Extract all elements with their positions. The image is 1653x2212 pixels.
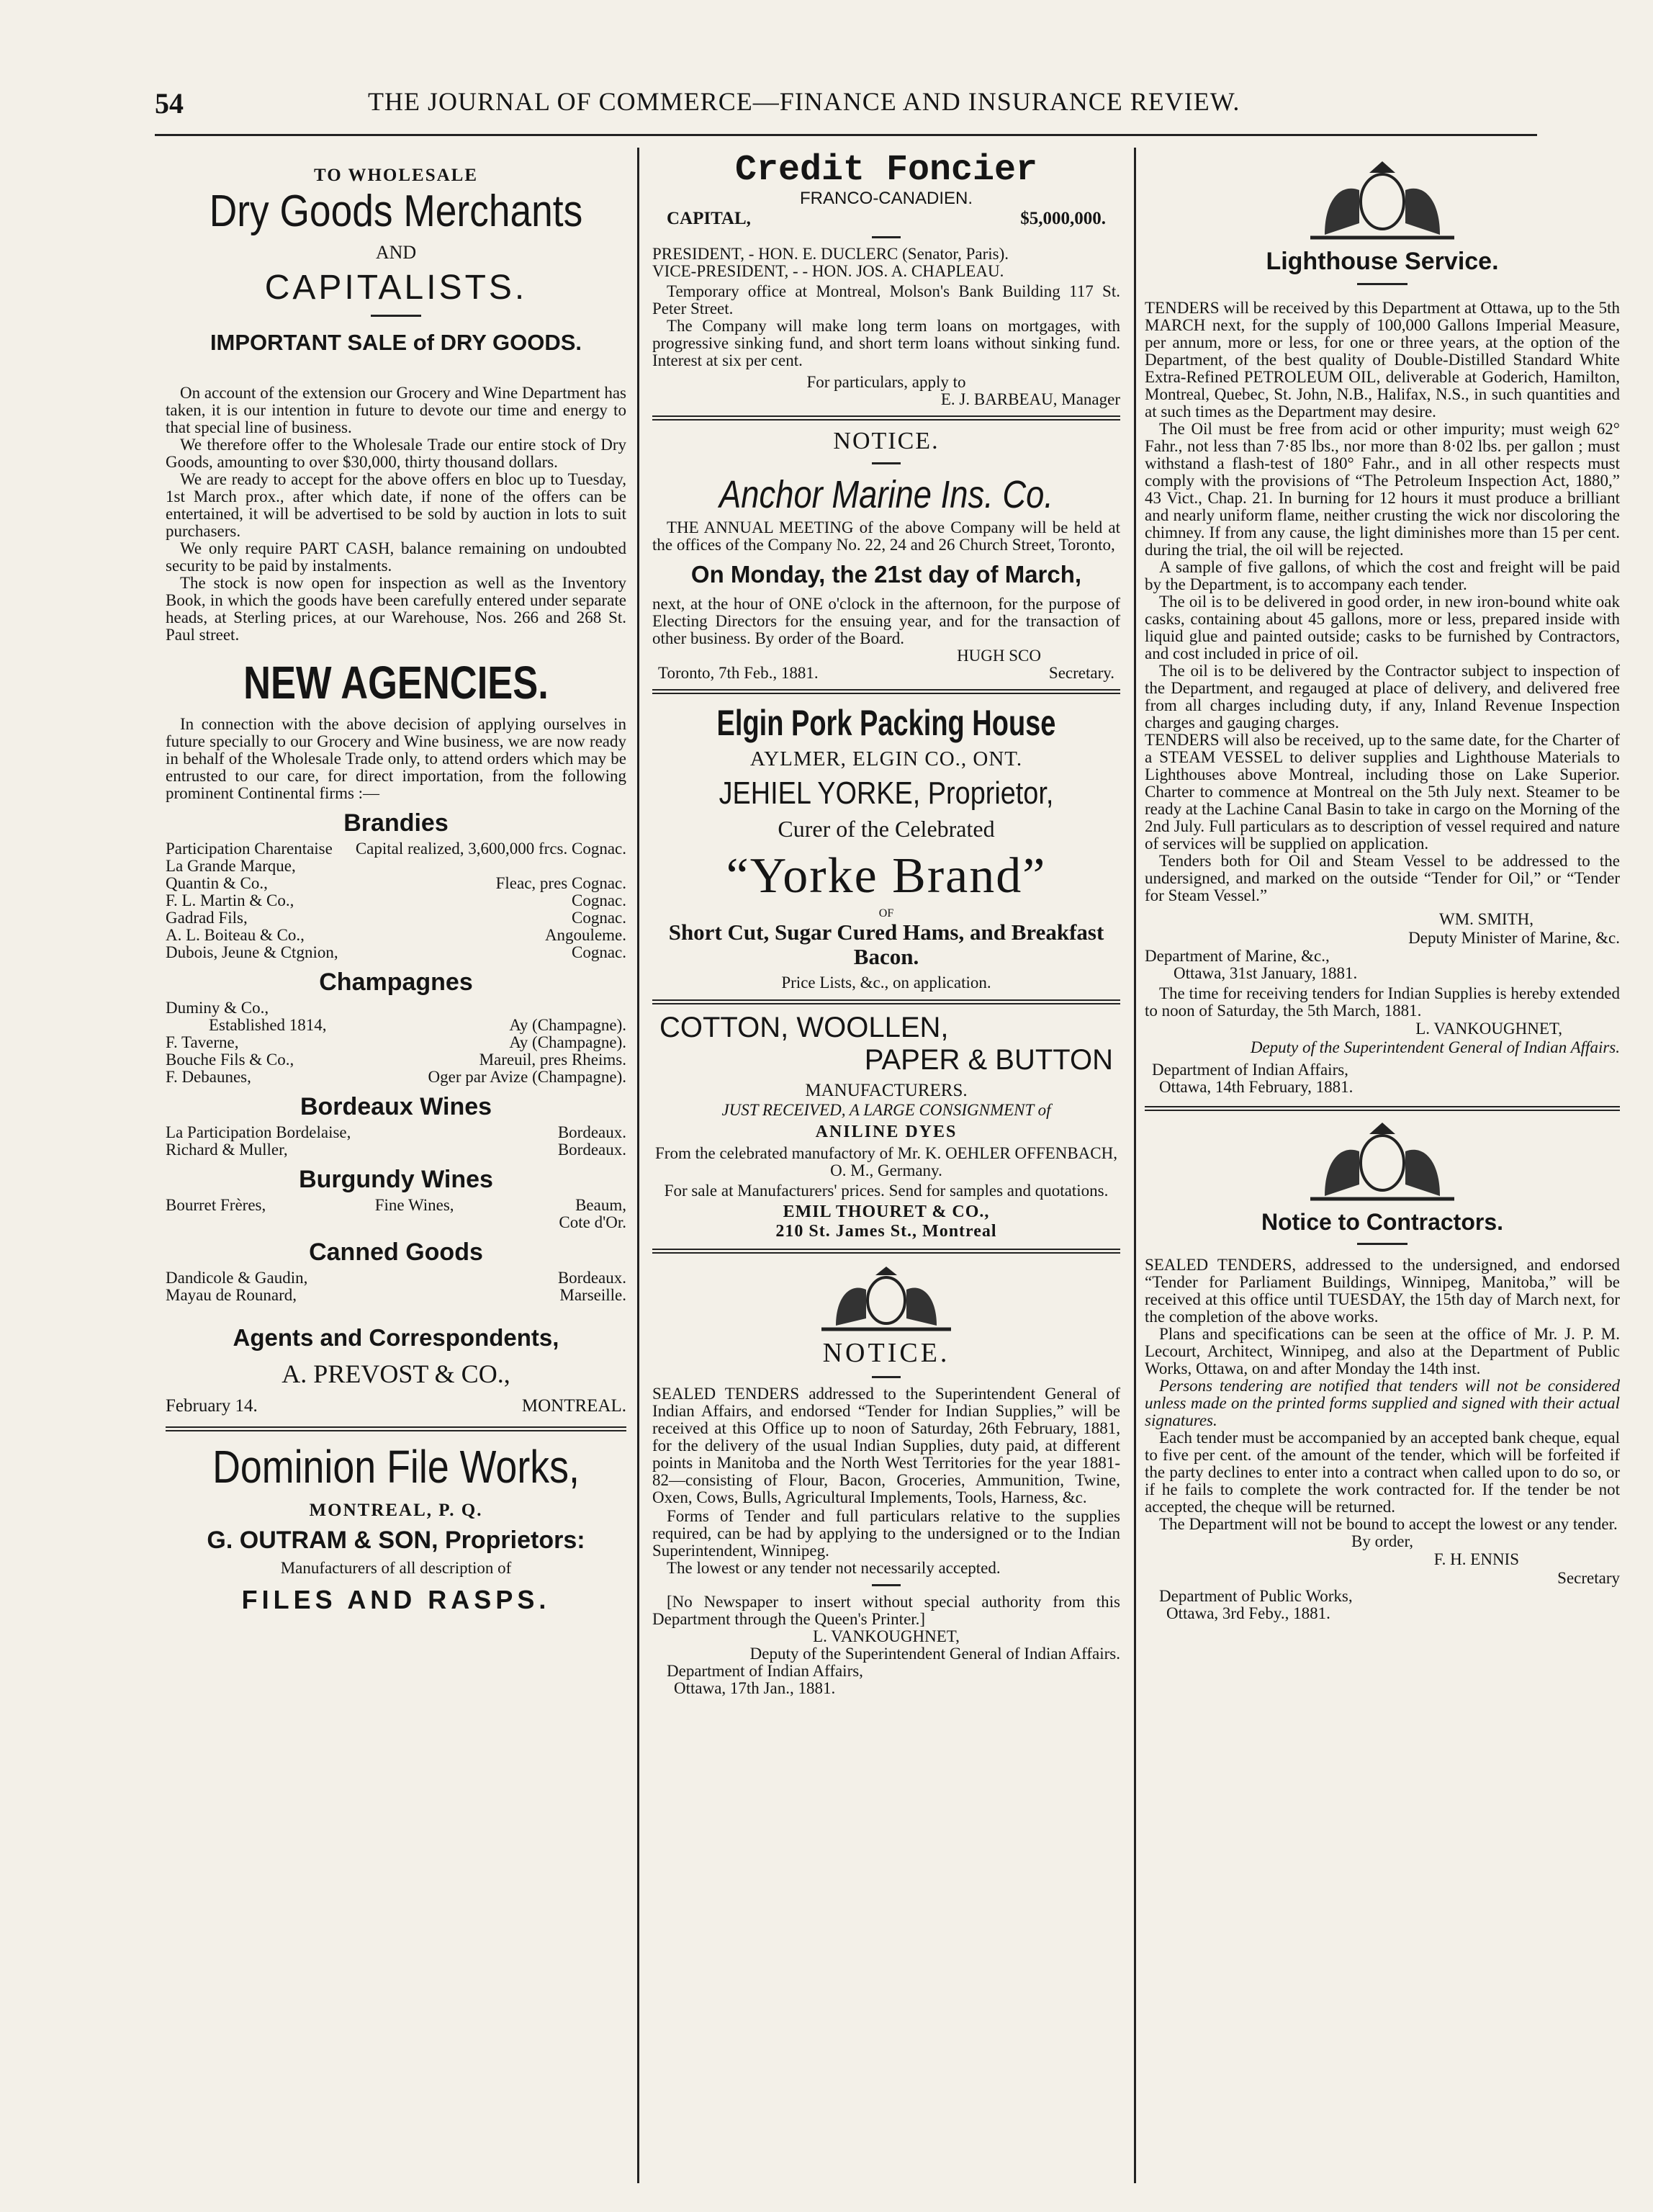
jehiel-yorke: JEHIEL YORKE, Proprietor, (719, 775, 1054, 811)
firm: Bourret Frères, (166, 1196, 266, 1214)
prevost-name: A. PREVOST & CO., (281, 1359, 510, 1388)
rule (1145, 1106, 1620, 1111)
to-wholesale: TO WHOLESALE (313, 166, 479, 185)
loans-text: The Company will make long term loans on mortgages, with progressive sinking fund, and short term loans without sinking fund. Interest at six per cent. (652, 317, 1120, 369)
vice-president-line: VICE-PRESIDENT, - - HON. JOS. A. CHAPLEAU. (652, 262, 1004, 280)
for-sale: For sale at Manufacturers' prices. Send for samples and quotations. (664, 1182, 1109, 1200)
place (372, 999, 626, 1017)
list-item (166, 909, 626, 927)
list-item (166, 1034, 626, 1051)
list-item (166, 1017, 626, 1034)
dominion-city: MONTREAL, P. Q. (309, 1501, 483, 1520)
bordeaux-heading: Bordeaux Wines (299, 1093, 492, 1120)
credit-foncier-title: Credit Foncier (734, 153, 1038, 191)
rule (1357, 1243, 1407, 1245)
place: Cognac. (571, 943, 626, 961)
contractors-body (1145, 1256, 1620, 1533)
firm: Participation Charentaise (166, 840, 333, 858)
firm: La Grande Marque, (166, 857, 296, 875)
place: Oger par Avize (Champagne). (428, 1068, 626, 1086)
paragraph: The oil is to be delivered by the Contractor subject to inspection of the Department, and regauged at place of delivery, and delivered free from all charges including duty, if any, Inland Revenue Inspection charges and gauging charges. (1145, 662, 1620, 732)
rule (652, 999, 1120, 1004)
president-line: PRESIDENT, - HON. E. DUCLERC (Senator, Paris). (652, 245, 1009, 263)
aniline-dyes: ANILINE DYES (815, 1123, 958, 1141)
curer-line: Curer of the Celebrated (778, 816, 995, 842)
paragraph: SEALED TENDERS, addressed to the undersigned, and endorsed “Tender for Parliament Buildings, Winnipeg, Manitoba,” will be received at this office until TUESDAY, the 15th day of March next, for the completion of the above works. (1145, 1256, 1620, 1326)
list-item (166, 1069, 626, 1086)
short-cut-line: Short Cut, Sugar Cured Hams, and Breakfast Bacon. (668, 920, 1104, 969)
firm: A. L. Boiteau & Co., (166, 926, 305, 944)
list-item (166, 1269, 626, 1287)
list-item (166, 1287, 626, 1304)
lighthouse-heading: Lighthouse Service. (1266, 248, 1499, 275)
firm: Richard & Muller, (166, 1141, 288, 1159)
dry-goods-body (166, 385, 626, 644)
lowest-tender: The lowest or any tender not necessarily accepted. (667, 1559, 1001, 1577)
paragraph: Tenders both for Oil and Steam Vessel to be addressed to the undersigned, and marked on the outside “Tender for Oil,” or “Tender for Steam Vessel.” (1145, 852, 1620, 904)
public-works-dept: Department of Public Works, (1159, 1587, 1353, 1605)
place: Mareuil, pres Rheims. (479, 1051, 626, 1069)
rule (872, 236, 901, 238)
sealed-tenders-text: SEALED TENDERS addressed to the Superintendent General of Indian Affairs, and endorsed “Tender for Indian Supplies,” will be received at this Office up to noon of Saturday, 26th February, 1881, for the delivery of the usual Indian Supplies, duty paid, at different points in Manitoba and the North West Territories for the year 1881-82—consisting of Flour, Bacon, Groceries, Ammunition, Twine, Oxen, Cows, Bulls, Agricultural Implements, Tools, Harness, &c. (652, 1385, 1120, 1506)
secretary-label: Secretary. (1048, 664, 1114, 682)
header-rule (155, 134, 1537, 136)
capital-line (652, 209, 1120, 229)
list-item (166, 892, 626, 909)
paragraph: Plans and specifications can be seen at the office of Mr. J. P. M. Lecourt, Architect, Winnipeg, and also at the Department of Public Works, Ottawa, on and after Monday the 14th inst. (1145, 1325, 1620, 1377)
brandies-heading: Brandies (343, 809, 449, 837)
firm: Established 1814, (209, 1016, 327, 1034)
bordeaux-table (166, 1124, 626, 1159)
paragraph: The Department will not be bound to accept the lowest or any tender. (1159, 1515, 1618, 1533)
toronto-line (652, 665, 1120, 682)
place: Ay (Champagne). (509, 1033, 626, 1051)
emil-thouret: EMIL THOURET & CO., (783, 1202, 990, 1221)
list-item (166, 999, 626, 1017)
no-newspaper-note: [No Newspaper to insert without special authority from this Department through the Queen's Printer.] (652, 1593, 1120, 1628)
place: Fleac, pres Cognac. (495, 874, 626, 892)
paragraph: We therefore offer to the Wholesale Trade our entire stock of Dry Goods, amounting to over $30,000, thirty thousand dollars. (166, 436, 626, 471)
firm: F. L. Martin & Co., (166, 891, 294, 909)
just-received: JUST RECEIVED, A LARGE CONSIGNMENT of (721, 1101, 1051, 1119)
or-label: OF (878, 907, 894, 920)
paragraph: On account of the extension our Grocery and Wine Department has taken, it is our intention in future to devote our time and energy to that special line of business. (166, 384, 626, 436)
place: Bordeaux. (557, 1141, 626, 1159)
cotton-woollen: COTTON, WOOLLEN, (659, 1012, 949, 1043)
place: Cognac. (571, 891, 626, 909)
time-extended: The time for receiving tenders for Indian Supplies is hereby extended to noon of Saturday, the 5th March, 1881. (1145, 984, 1620, 1020)
place: Angouleme. (544, 926, 626, 944)
capital-label: CAPITAL, (667, 209, 751, 228)
champagnes-table (166, 999, 626, 1086)
place: Beaum, Cote d'Or. (559, 1196, 626, 1231)
particulars-line: For particulars, apply to (806, 373, 966, 391)
emil-address: 210 St. James St., Montreal (775, 1222, 997, 1241)
dry-goods-headline: Dry Goods Merchants (209, 186, 583, 236)
elgin-pork-title: Elgin Pork Packing House (716, 703, 1056, 743)
manufacturers-label: MANUFACTURERS. (805, 1081, 968, 1100)
burgundy-table (166, 1197, 626, 1231)
manufacturers-line: Manufacturers of all description of (280, 1559, 512, 1577)
list-item (166, 1141, 626, 1159)
place: Ay (Champagne). (509, 1016, 626, 1034)
notice-heading-2: NOTICE. (822, 1338, 950, 1368)
rule (872, 462, 901, 464)
place (345, 858, 626, 875)
firm: Quantin & Co., (166, 874, 268, 892)
by-order: By order, (1351, 1532, 1413, 1550)
rule (652, 415, 1120, 421)
column-middle (652, 153, 1120, 2183)
list-item (166, 858, 626, 875)
vankoughnet-title: Deputy of the Superintendent General of Indian Affairs. (1250, 1038, 1620, 1056)
marine-date: Ottawa, 31st January, 1881. (1174, 964, 1358, 982)
signoff-city: MONTREAL. (521, 1396, 626, 1416)
notice-heading: NOTICE. (833, 428, 940, 454)
lighthouse-body (1145, 300, 1620, 904)
list-item (166, 840, 626, 858)
paragraph: TENDERS will also be received, up to the same date, for the Charter of a STEAM VESSEL to deliver supplies and Lighthouse Materials to Lighthouses above Montreal, including those on Lake Superior. Charter to commence at Montreal on the 5th July next. Steamer to be ready at the Lachine Canal Basin to take in cargo on the Morning of the 2nd July. Full particulars as to description of vessel required and nature of services will be supplied on application. (1145, 731, 1620, 853)
ennis-signature: F. H. ENNIS (1433, 1550, 1519, 1568)
meeting-details: next, at the hour of ONE o'clock in the afternoon, for the purpose of Electing Directors for the ensuing year, and for the transaction of other business. By order of the Board. (652, 595, 1120, 647)
place: Cognac. (571, 909, 626, 927)
annual-meeting: THE ANNUAL MEETING of the above Company will be held at the offices of the Company No. 22, 24 and 26 Church Street, Toronto, (652, 518, 1120, 554)
contractors-heading: Notice to Contractors. (1261, 1209, 1504, 1235)
list-item (166, 927, 626, 944)
firm: Dubois, Jeune & Ctgnion, (166, 943, 338, 961)
place: Bordeaux. (557, 1269, 626, 1287)
barbeau-manager: E. J. BARBEAU, Manager (940, 390, 1120, 408)
paragraph: The stock is now open for inspection as well as the Inventory Book, in which the goods have been carefully entered under separate heads, at Sterling prices, at our Warehouse, Nos. 266 and 268 St. Paul street. (166, 574, 626, 644)
rule (1357, 283, 1407, 285)
firm: Duminy & Co., (166, 999, 269, 1017)
paragraph: TENDERS will be received by this Department at Ottawa, up to the 5th MARCH next, for the supply of 100,000 Gallons Imperial Measure, per annum, more or less, for one or three years, at the option of the Department, of the best quality of Double-Distilled Standard White Extra-Refined PETROLEUM OIL, deliverable at Goderich, Hamilton, Montreal, Quebec, St. John, N.B., Halifax, N.S., in such quantities and at such times as the Department may desire. (1145, 299, 1620, 421)
paragraph: We only require PART CASH, balance remaining on undoubted security to be paid by instalments. (166, 539, 626, 575)
paragraph: We are ready to accept for the above offers en bloc up to Tuesday, 1st March prox., after which date, if none of the offers can be entertained, it will be advertised to be sold by auction in lots to suit purchasers. (166, 470, 626, 540)
column-left (166, 153, 626, 2183)
forms-of-tender: Forms of Tender and full particulars relative to the supplies required, can be had by applying to the undersigned or to the Indian Superintendent, Winnipeg. (652, 1507, 1120, 1560)
important-sale: IMPORTANT SALE of DRY GOODS. (210, 330, 582, 355)
royal-arms-icon (807, 1261, 965, 1333)
brandies-table (166, 840, 626, 961)
smith-signature: WM. SMITH, (1439, 910, 1533, 928)
public-works-date: Ottawa, 3rd Feby., 1881. (1166, 1604, 1330, 1622)
paragraph: The Oil must be free from acid or other impurity; must weigh 62° Fahr., not less than 7·85 lbs., nor more than 8·02 lbs. per gallon ; must withstand a flash-test of 180° Fahr., and in all other respects must comply with the provisions of “The Petroleum Inspection Act, 1880,” 43 Vict., Chap. 21. In burning for 12 hours it must produce a brilliant and nearly uniform flame, neither crusting the wick nor discoloring the chimney. If from any cause, the light diminishes more than 15 per cent. during the trial, the oil will be rejected. (1145, 420, 1620, 559)
indian-dept: Department of Indian Affairs, (1152, 1061, 1348, 1079)
list-item (166, 1051, 626, 1069)
temporary-office: Temporary office at Montreal, Molson's Bank Building 117 St. Peter Street. (652, 282, 1120, 318)
toronto-date: Toronto, 7th Feb., 1881. (658, 664, 819, 682)
dominion-headline: Dominion File Works, (212, 1441, 580, 1493)
paragraph: Each tender must be accompanied by an accepted bank cheque, equal to five per cent. of the amount of the tender, which will be forfeited if the party declines to enter into a contract when called upon to do so, or if he fails to complete the work contracted for. If the tender be not accepted, the cheque will be returned. (1145, 1429, 1620, 1516)
rule (872, 1584, 901, 1586)
smith-title: Deputy Minister of Marine, &c. (1408, 929, 1620, 947)
agents-heading: Agents and Correspondents, (233, 1324, 559, 1351)
marine-dept: Department of Marine, &c., (1145, 947, 1330, 965)
firm: Bouche Fils & Co., (166, 1051, 294, 1069)
page-number: 54 (155, 87, 184, 120)
anchor-marine-title: Anchor Marine Ins. Co. (719, 473, 1053, 516)
outram-proprietors: G. OUTRAM & SON, Proprietors: (207, 1527, 585, 1554)
capital-value: $5,000,000. (1020, 209, 1106, 228)
hugh-signature: HUGH SCO (957, 647, 1041, 665)
meeting-date: On Monday, the 21st day of March, (690, 561, 1082, 588)
journal-title: THE JOURNAL OF COMMERCE—FINANCE AND INSURANCE REVIEW. (368, 87, 1240, 116)
column-divider (1134, 148, 1136, 2183)
vankoughnet-signature: L. VANKOUGHNET, (813, 1627, 960, 1645)
yorke-brand: “Yorke Brand” (726, 848, 1047, 904)
indian-date: Ottawa, 14th February, 1881. (1159, 1078, 1354, 1096)
firm: F. Debaunes, (166, 1068, 251, 1086)
place: Capital realized, 3,600,000 frcs. Cognac. (355, 840, 626, 858)
new-agencies-heading: NEW AGENCIES. (243, 657, 549, 709)
wine-type: Fine Wines, (374, 1196, 454, 1214)
price-lists: Price Lists, &c., on application. (781, 974, 991, 992)
aylmer-line: AYLMER, ELGIN CO., ONT. (749, 747, 1023, 770)
franco-canadien: FRANCO-CANADIEN. (799, 189, 973, 208)
signoff-date: February 14. (166, 1396, 258, 1416)
canned-table (166, 1269, 626, 1304)
paragraph: A sample of five gallons, of which the cost and freight will be paid by the Department, is to accompany each tender. (1145, 558, 1620, 593)
royal-arms-icon (1296, 157, 1469, 243)
rule (371, 315, 421, 317)
champagnes-heading: Champagnes (319, 968, 473, 996)
firm: La Participation Bordelaise, (166, 1123, 351, 1141)
from-manufactory: From the celebrated manufactory of Mr. K. OEHLER OFFENBACH, O. M., Germany. (655, 1144, 1117, 1179)
firm: F. Taverne, (166, 1033, 239, 1051)
place: Marseille. (559, 1286, 626, 1304)
column-divider (637, 148, 639, 2183)
paragraph: Persons tendering are notified that tenders will not be considered unless made on the printed forms supplied and signed with their actual signatures. (1145, 1377, 1620, 1429)
rule (652, 689, 1120, 694)
rule (872, 1376, 901, 1378)
rule (652, 1249, 1120, 1254)
list-item (166, 875, 626, 892)
place: Bordeaux. (557, 1123, 626, 1141)
files-and-rasps: FILES AND RASPS. (241, 1585, 551, 1614)
rule (166, 1426, 626, 1431)
paper-button: PAPER & BUTTON (864, 1044, 1113, 1076)
and-label: AND (375, 242, 417, 263)
ennis-title: Secretary (1557, 1569, 1620, 1587)
list-item (166, 1197, 626, 1231)
list-item (166, 1124, 626, 1141)
department-date: Ottawa, 17th Jan., 1881. (674, 1679, 836, 1697)
agencies-intro: In connection with the above decision of applying ourselves in future specially to our Grocery and Wine business, we are now ready in behalf of the Wholesale Trade only, to attend orders which may be entrusted to our care, for direct importation, from the following prominent Continental firms :— (166, 715, 626, 802)
department-line: Department of Indian Affairs, (667, 1662, 863, 1680)
burgundy-heading: Burgundy Wines (299, 1166, 493, 1193)
list-item (166, 944, 626, 961)
signoff-line (166, 1396, 626, 1416)
paragraph: The oil is to be delivered in good order, in new iron-bound white oak casks, containing about 45 gallons, more or less, prepared inside with liquid glue and painted outside; casks to be furnished by Contractors, and cost included in price of oil. (1145, 593, 1620, 662)
vankoughnet-signature: L. VANKOUGHNET, (1415, 1020, 1562, 1038)
canned-heading: Canned Goods (309, 1238, 483, 1266)
deputy-title: Deputy of the Superintendent General of Indian Affairs. (749, 1645, 1120, 1663)
firm: Mayau de Rounard, (166, 1286, 297, 1304)
column-right (1145, 153, 1620, 2183)
page-header (155, 86, 1530, 130)
capitalists-heading: CAPITALISTS. (264, 269, 528, 307)
firm: Dandicole & Gaudin, (166, 1269, 308, 1287)
royal-arms-icon (1296, 1118, 1469, 1205)
firm: Gadrad Fils, (166, 909, 248, 927)
